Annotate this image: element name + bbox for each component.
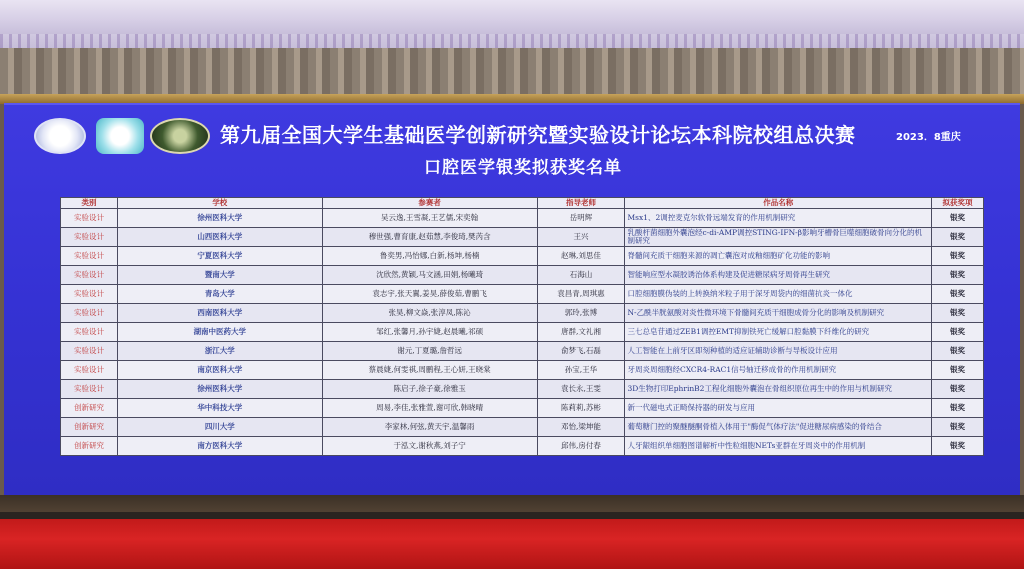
cell-award: 银奖 (932, 342, 984, 361)
cell-category: 实验设计 (61, 209, 118, 228)
cell-award: 银奖 (932, 323, 984, 342)
cell-members: 周易,李佳,张雅萱,谢可欣,韩晓晴 (322, 399, 537, 418)
cell-mentor: 孙宝,王华 (537, 361, 625, 380)
cell-school: 西南医科大学 (117, 304, 322, 323)
table-row (61, 418, 984, 437)
forum-logo-icon (96, 118, 144, 154)
cell-school: 南京医科大学 (117, 361, 322, 380)
cell-category: 创新研究 (61, 399, 118, 418)
cell-category: 创新研究 (61, 418, 118, 437)
cell-award: 银奖 (932, 247, 984, 266)
cell-mentor: 赵琳,刘思佳 (537, 247, 625, 266)
cell-title: 三七总皂苷通过ZEB1调控EMT抑制铁死亡缓解口腔黏膜下纤维化的研究 (625, 323, 932, 342)
cell-school: 华中科技大学 (117, 399, 322, 418)
red-stage-carpet (0, 519, 1024, 569)
cell-award: 银奖 (932, 304, 984, 323)
cell-members: 于泓文,谢秋燕,刘子宁 (322, 437, 537, 456)
cell-mentor: 石海山 (537, 266, 625, 285)
ceiling (0, 0, 1024, 48)
table-row (61, 437, 984, 456)
cell-category: 实验设计 (61, 361, 118, 380)
table-row (61, 304, 984, 323)
table-row (61, 361, 984, 380)
cell-title: 人牙龈组织单细胞图谱解析中性粒细胞NETs亚群在牙周炎中的作用机制 (625, 437, 932, 456)
cell-title: 牙周炎周细胞经CXCR4-RAC1信号轴迁移成骨的作用机制研究 (625, 361, 932, 380)
society-logo-icon (34, 118, 86, 154)
cell-members: 张昊,柳文焱,张淳凤,陈沁 (322, 304, 537, 323)
cell-members: 鲁奕男,冯怡娜,白新,杨坤,杨楠 (322, 247, 537, 266)
cell-members: 陈启子,徐子豪,徐雅玉 (322, 380, 537, 399)
page-title: 第九届全国大学生基础医学创新研究暨实验设计论坛本科院校组总决赛 (220, 123, 856, 147)
cell-title: 口腔细胞膜伪装的上转换纳米粒子用于深牙周袋内的细菌抗炎一体化 (625, 285, 932, 304)
column-header-title: 作品名称 (625, 198, 932, 209)
event-date-place: 2023．8重庆 (896, 132, 961, 143)
cell-award: 银奖 (932, 418, 984, 437)
cell-members: 谢元,丁夏璐,詹哲远 (322, 342, 537, 361)
cell-school: 徐州医科大学 (117, 209, 322, 228)
cell-mentor: 岳明辉 (537, 209, 625, 228)
cell-title: 3D生物打印EphrinB2工程化细胞外囊泡在骨组织原位再生中的作用与机制研究 (625, 380, 932, 399)
cell-title: 新一代磁电式正畸保持器的研发与应用 (625, 399, 932, 418)
cell-members: 蔡晨婕,何雯祺,周鹏程,王心妍,王晓棠 (322, 361, 537, 380)
cell-category: 实验设计 (61, 342, 118, 361)
cell-members: 沈欣然,黄颖,马文涵,田娟,杨曦琦 (322, 266, 537, 285)
university-emblem-icon (150, 118, 210, 154)
column-header-mentor: 指导老师 (537, 198, 625, 209)
table-row (61, 380, 984, 399)
cell-school: 徐州医科大学 (117, 380, 322, 399)
cell-school: 南方医科大学 (117, 437, 322, 456)
table-row (61, 342, 984, 361)
column-header-award: 拟获奖项 (932, 198, 984, 209)
cell-category: 实验设计 (61, 304, 118, 323)
cell-award: 银奖 (932, 209, 984, 228)
cell-members: 穆世强,曹育康,赵茹慧,李俊琦,樊芮含 (322, 228, 537, 247)
column-header-members: 参赛者 (322, 198, 537, 209)
cell-title: Msx1、2调控麦克尔软骨远端发育的作用机制研究 (625, 209, 932, 228)
cell-award: 银奖 (932, 380, 984, 399)
cell-award: 银奖 (932, 285, 984, 304)
table-row (61, 228, 984, 247)
cell-mentor: 郭玲,张博 (537, 304, 625, 323)
cell-school: 四川大学 (117, 418, 322, 437)
cell-mentor: 唐群,文礼湘 (537, 323, 625, 342)
cell-title: 乳酸杆菌细胞外囊泡经c-di-AMP调控STING-IFN-β影响牙槽骨巨噬细胞破骨向分化的机制研究 (625, 228, 932, 247)
table-header-row (61, 198, 984, 209)
table-row (61, 323, 984, 342)
cell-category: 实验设计 (61, 323, 118, 342)
cell-mentor: 袁长永,王雯 (537, 380, 625, 399)
cell-title: 人工智能在上前牙区即刻种植的适应证辅助诊断与导板设计应用 (625, 342, 932, 361)
cell-award: 银奖 (932, 399, 984, 418)
cell-category: 实验设计 (61, 380, 118, 399)
cell-award: 银奖 (932, 361, 984, 380)
cell-school: 宁夏医科大学 (117, 247, 322, 266)
cell-members: 邹红,张馨月,孙宇婕,赵晨曦,祁硕 (322, 323, 537, 342)
cell-mentor: 袁昌青,周琪惠 (537, 285, 625, 304)
cell-school: 浙江大学 (117, 342, 322, 361)
cell-award: 银奖 (932, 228, 984, 247)
cell-award: 银奖 (932, 266, 984, 285)
table-row (61, 247, 984, 266)
cell-school: 暨南大学 (117, 266, 322, 285)
cell-title: N-乙酰半胱氨酸对炎性微环境下骨髓间充质干细胞成骨分化的影响及机制研究 (625, 304, 932, 323)
cell-title: 脊髓间充质干细胞来源的凋亡囊泡对成釉细胞矿化功能的影响 (625, 247, 932, 266)
cell-category: 实验设计 (61, 266, 118, 285)
cell-members: 吴云逸,王雪凝,王艺儒,宋奕翰 (322, 209, 537, 228)
page-subtitle: 口腔医学银奖拟获奖名单 (424, 158, 622, 178)
table-row (61, 209, 984, 228)
cell-category: 创新研究 (61, 437, 118, 456)
table-body (61, 209, 984, 456)
cell-title: 智能响应型水凝胶诱治体系构建及促进糖尿病牙周骨再生研究 (625, 266, 932, 285)
cell-title: 葡萄糖门控的聚醚醚酮骨植入体用于"酶促气体疗法"促进糖尿病感染的骨结合 (625, 418, 932, 437)
table-row (61, 399, 984, 418)
cell-members: 袁志宇,张天翼,姜昊,薛俊茹,曹鹏飞 (322, 285, 537, 304)
cell-award: 银奖 (932, 437, 984, 456)
cell-category: 实验设计 (61, 228, 118, 247)
cell-mentor: 邓怡,梁坤能 (537, 418, 625, 437)
award-list-table (60, 197, 984, 456)
cell-category: 实验设计 (61, 285, 118, 304)
cell-mentor: 陈莉莉,苏彬 (537, 399, 625, 418)
cell-members: 李家林,何弦,黄天宇,温馨雨 (322, 418, 537, 437)
curtain-wall (0, 48, 1024, 100)
cell-mentor: 王兴 (537, 228, 625, 247)
cell-school: 山西医科大学 (117, 228, 322, 247)
cell-school: 湖南中医药大学 (117, 323, 322, 342)
column-header-school: 学校 (117, 198, 322, 209)
table-row (61, 285, 984, 304)
cell-category: 实验设计 (61, 247, 118, 266)
table-row (61, 266, 984, 285)
column-header-category: 类别 (61, 198, 118, 209)
cell-mentor: 邱伟,房付春 (537, 437, 625, 456)
cell-mentor: 俞梦飞,石磊 (537, 342, 625, 361)
cell-school: 青岛大学 (117, 285, 322, 304)
